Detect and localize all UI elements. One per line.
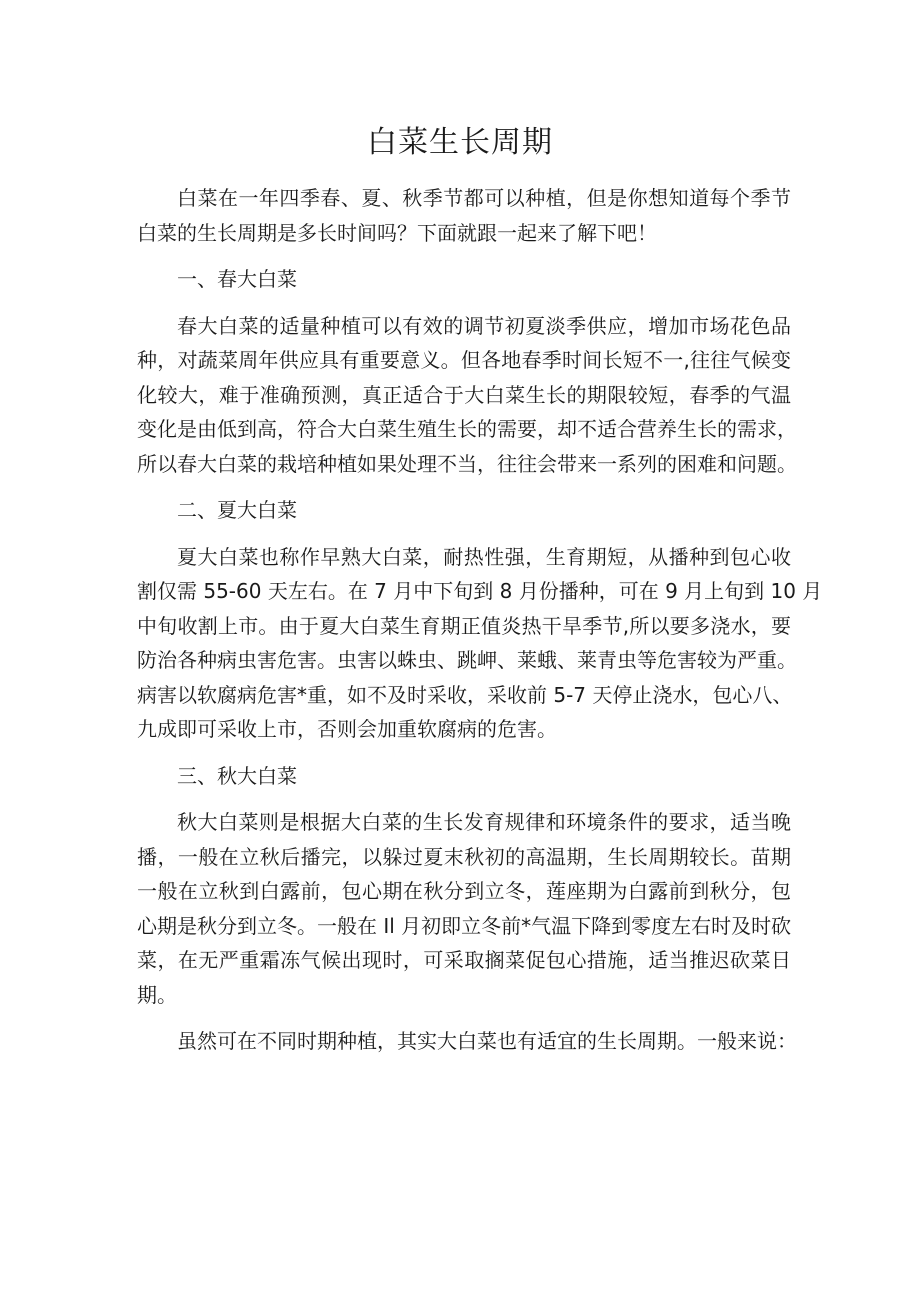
page-title: 白菜生长周期 — [367, 125, 553, 160]
section-heading-summer: 二、夏大白菜 — [177, 498, 297, 522]
paragraph-line: 菜，在无严重霜冻气候出现时，可采取搁菜促包心措施，适当推迟砍菜日 — [137, 948, 791, 972]
document-body — [137, 181, 823, 1059]
paragraph-line: 病害以软腐病危害*重，如不及时采收，采收前 5-7 天停止浇水，包心八、 — [137, 682, 793, 707]
section-heading-spring: 一、春大白菜 — [177, 267, 297, 291]
paragraph-line: 心期是秋分到立冬。一般在 Il 月初即立冬前*气温下降到零度左右时及时砍 — [137, 913, 792, 938]
section-heading-autumn: 三、秋大白菜 — [177, 763, 297, 788]
paragraph-line: 白菜在一年四季春、夏、秋季节都可以种植，但是你想知道每个季节 — [177, 186, 791, 210]
paragraph-line: 种，对蔬菜周年供应具有重要意义。但各地春季时间长短不一,往往气候变 — [137, 348, 791, 372]
paragraph-line: 秋大白菜则是根据大白菜的生长发育规律和环境条件的要求，适当晚 — [177, 810, 791, 834]
paragraph-line: 变化是由低到高，符合大白菜生殖生长的需要，却不适合营养生长的需求， — [137, 417, 797, 441]
paragraph-line: 播，一般在立秋后播完，以躲过夏末秋初的高温期，生长周期较长。苗期 — [137, 844, 791, 869]
paragraph-line: 防治各种病虫害危害。虫害以蛛虫、跳岬、莱蛾、莱青虫等危害较为严重。 — [137, 648, 797, 672]
paragraph-line: 夏大白菜也称作早熟大白菜，耐热性强，生育期短，从播种到包心收 — [177, 544, 791, 569]
paragraph-line: 中旬收割上市。由于夏大白菜生育期正值炎热干旱季节,所以要多浇水，要 — [137, 613, 791, 638]
paragraph-line: 割仅需 55-60 天左右。在 7 月中下旬到 8 月份播种，可在 9 月上旬到 10 月 — [137, 579, 823, 603]
paragraph-line: 春大白菜的适量种植可以有效的调节初夏淡季供应，增加市场花色品 — [177, 313, 791, 338]
paragraph-line: 九成即可采收上市，否则会加重软腐病的危害。 — [137, 717, 557, 741]
paragraph-line: 一般在立秋到白露前，包心期在秋分到立冬，莲座期为白露前到秋分，包 — [137, 879, 791, 903]
paragraph-line: 期。 — [137, 982, 177, 1007]
paragraph-line: 所以春大白菜的栽培种植如果处理不当，往往会带来一系列的困难和问题。 — [137, 451, 797, 476]
paragraph-line: 化较大，难于准确预测，真正适合于大白菜生长的期限较短，春季的气温 — [137, 382, 791, 407]
paragraph-line: 白菜的生长周期是多长时间吗？下面就跟一起来了解下吧！ — [137, 220, 657, 245]
closing-paragraph: 虽然可在不同时期种植，其实大白菜也有适宜的生长周期。一般来说： — [177, 1029, 797, 1053]
